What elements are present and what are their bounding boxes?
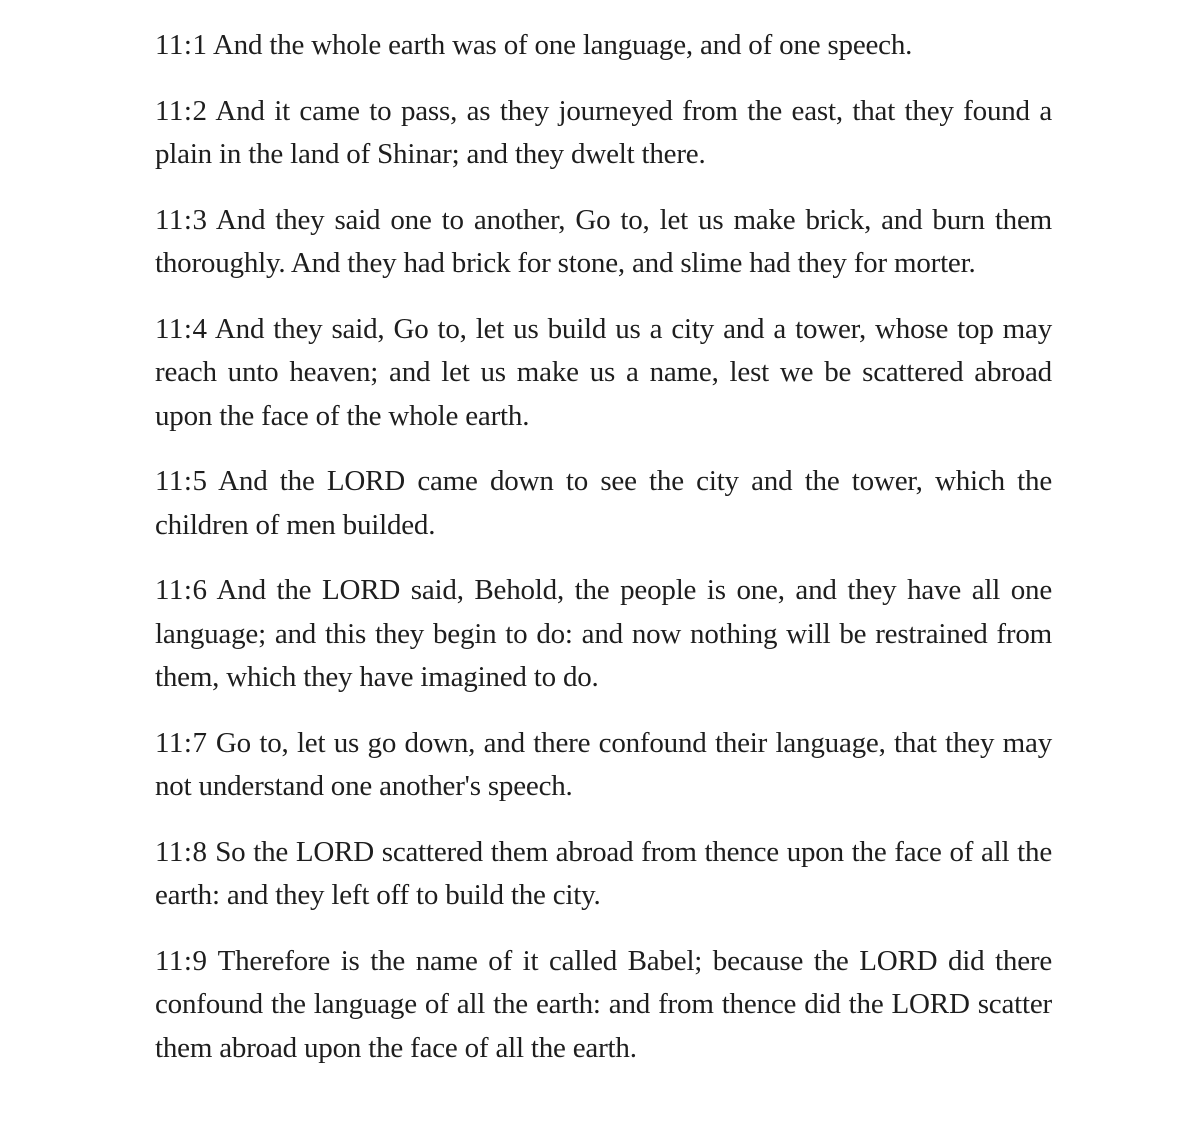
verse-text: And the whole earth was of one language, and of one speech. [212,29,913,61]
verse-ref: 11:7 [155,726,208,759]
verse-ref: 11:8 [155,835,208,868]
verse-11-2 [155,90,1052,177]
verse-11-3 [155,199,1052,286]
verse-ref: 11:5 [155,465,208,497]
verse-ref: 11:2 [155,94,208,127]
verse-11-1 [155,24,1052,68]
verse-text: And it came to pass, as they journeyed from the east, that they found a plain in the land of Shinar; and they dwelt there. [155,94,1053,170]
verse-text: Go to, let us go down, and there confound their language, that they may not understand one another's speech. [155,726,1052,802]
verse-ref: 11:1 [155,29,208,61]
scripture-page [155,24,1052,1092]
verse-ref: 11:9 [155,944,208,977]
verse-text: Therefore is the name of it called Babel; because the LORD did there confound the language of all the earth: and from thence did the LORD scatter them abroad upon the face of all the earth. [155,944,1052,1064]
verse-text: And the LORD said, Behold, the people is one, and they have all one language; and this they begin to do: and now nothing will be restrained from them, which they have imagined to do. [155,574,1052,693]
verse-text: And they said one to another, Go to, let us make brick, and burn them thoroughly. And they had brick for stone, and slime had they for morter. [155,203,1053,279]
verse-text: So the LORD scattered them abroad from thence upon the face of all the earth: and they left off to build the city. [155,835,1052,911]
verse-11-8 [155,831,1052,918]
verse-11-9 [155,940,1052,1071]
verse-11-6 [155,569,1052,700]
verse-ref: 11:6 [155,574,208,606]
verse-11-5 [155,460,1052,547]
verse-11-7 [155,722,1052,809]
verse-ref: 11:3 [155,203,208,236]
verse-text: And they said, Go to, let us build us a city and a tower, whose top may reach unto heaven; and let us make us a name, lest we be scattered abroad upon the face of the whole earth. [155,312,1052,432]
verse-text: And the LORD came down to see the city and the tower, which the children of men builded. [155,465,1052,541]
verse-11-4 [155,308,1052,439]
verse-ref: 11:4 [155,312,208,345]
